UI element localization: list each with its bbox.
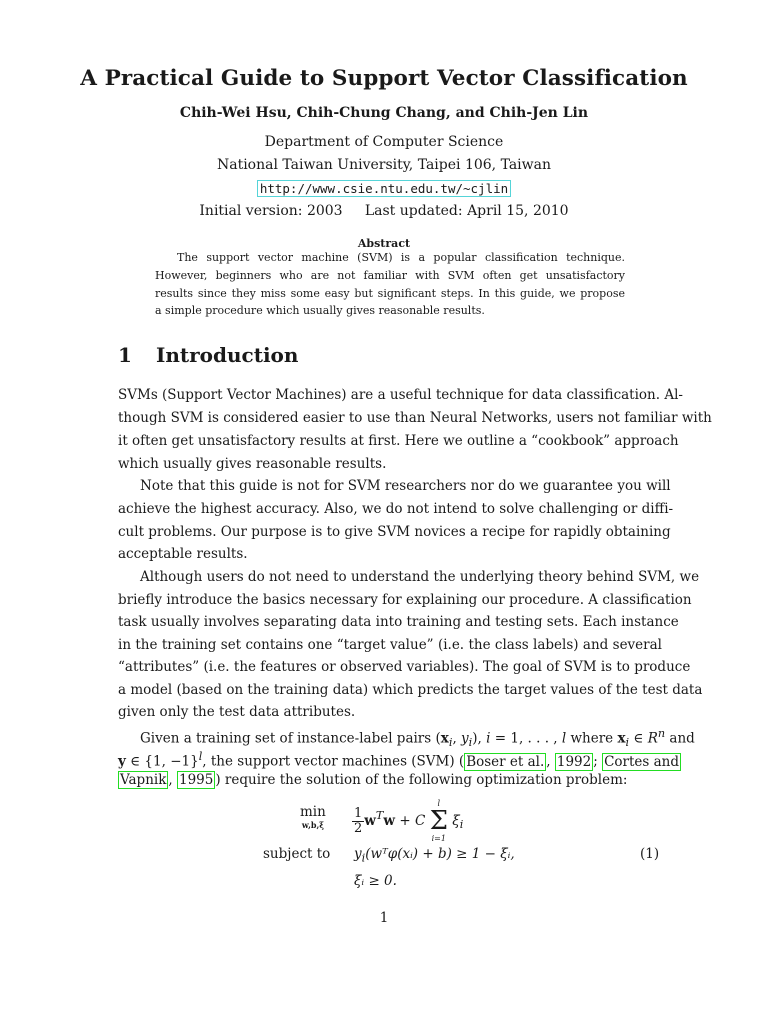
equation-constraint: $y_i(wᵀ\varphi(xᵢ) + b) \ge 1$ − ξᵢ, bbox=[354, 846, 515, 865]
equation-constraint-nonneg: ξᵢ ≥ 0. bbox=[354, 873, 397, 889]
abstract-line: a simple procedure which usually gives reasonable results. bbox=[155, 304, 485, 317]
citation-link[interactable]: Cortes and bbox=[604, 753, 680, 770]
abstract-line: The support vector machine (SVM) is a popular classification technique. bbox=[177, 251, 625, 264]
body-line: Vapnik , 1995 ) require the solution of the following optimization problem: bbox=[120, 772, 628, 788]
equation-min-operator: min w,b,ξ bbox=[300, 804, 326, 830]
body-line: cult problems. Our purpose is to give SVM novices a recipe for rapidly obtaining bbox=[118, 524, 671, 540]
body-line: a model (based on the training data) which predicts the target values of the test data bbox=[118, 682, 703, 698]
affiliation-url-row bbox=[0, 180, 768, 197]
body-line: given only the test data attributes. bbox=[118, 704, 356, 720]
body-line-math: Given a training set of instance-label pairs ($x_i$, $y_i$), i = 1, . . . , l where $x_i$ ∈ $R^n$ and bbox=[140, 727, 695, 750]
abstract-heading: Abstract bbox=[357, 237, 411, 250]
citation-year-link[interactable]: 1992 bbox=[556, 753, 592, 770]
section-number: 1 bbox=[118, 343, 132, 367]
abstract-line: results since they miss some easy but significant steps. In this guide, we propose bbox=[155, 287, 625, 300]
body-line: Note that this guide is not for SVM researchers nor do we guarantee you will bbox=[140, 478, 671, 494]
body-line: which usually gives reasonable results. bbox=[118, 456, 387, 472]
section-title: Introduction bbox=[156, 343, 299, 367]
summation-symbol: l Σ i=1 bbox=[429, 799, 448, 843]
fraction-one-half: $\frac{1}{2}$ bbox=[354, 805, 363, 836]
body-line-math: y ∈ {1, −1}$^l$, the support vector machines (SVM) ( Boser et al. , 1992 ; Cortes and bbox=[118, 750, 680, 770]
version-dates: Initial version: 2003 Last updated: April 15, 2010 bbox=[199, 203, 569, 219]
subject-to-label: subject to bbox=[263, 846, 331, 862]
page-number: 1 bbox=[379, 910, 389, 926]
body-line: in the training set contains one “target value” (i.e. the class labels) and several bbox=[118, 637, 662, 653]
body-line: SVMs (Support Vector Machines) are a useful technique for data classification. Al- bbox=[118, 387, 683, 403]
body-line: task usually involves separating data into training and testing sets. Each instance bbox=[118, 614, 679, 630]
body-line: it often get unsatisfactory results at first. Here we outline a “cookbook” approach bbox=[118, 433, 679, 449]
affiliation-department: Department of Computer Science bbox=[264, 134, 504, 150]
citation-link[interactable]: Vapnik bbox=[120, 772, 167, 788]
body-line: Although users do not need to understand the underlying theory behind SVM, we bbox=[140, 569, 700, 585]
paper-title: A Practical Guide to Support Vector Classification bbox=[80, 66, 688, 91]
body-line: though SVM is considered easier to use than Neural Networks, users not familiar with bbox=[118, 410, 712, 426]
body-line: achieve the highest accuracy. Also, we do not intend to solve challenging or diffi- bbox=[118, 501, 674, 517]
body-line: acceptable results. bbox=[118, 546, 248, 562]
equation-number: (1) bbox=[640, 846, 660, 862]
equation-objective: $\frac{1}{2}$ $w^Tw + C$ l Σ i=1 $\xi_i$ bbox=[354, 799, 464, 843]
paper-authors: Chih-Wei Hsu, Chih-Chung Chang, and Chih-Jen Lin bbox=[179, 105, 589, 121]
homepage-link[interactable]: http://www.csie.ntu.edu.tw/~cjlin bbox=[257, 180, 511, 197]
body-line: “attributes” (i.e. the features or observed variables). The goal of SVM is to produce bbox=[118, 659, 691, 675]
citation-link[interactable]: Boser et al. bbox=[466, 753, 545, 770]
citation-year-link[interactable]: 1995 bbox=[179, 772, 214, 788]
abstract-line: However, beginners who are not familiar with SVM often get unsatisfactory bbox=[155, 269, 625, 282]
body-line: briefly introduce the basics necessary for explaining our procedure. A classification bbox=[118, 592, 692, 608]
affiliation-university: National Taiwan University, Taipei 106, Taiwan bbox=[216, 157, 551, 173]
section-heading bbox=[118, 343, 298, 367]
